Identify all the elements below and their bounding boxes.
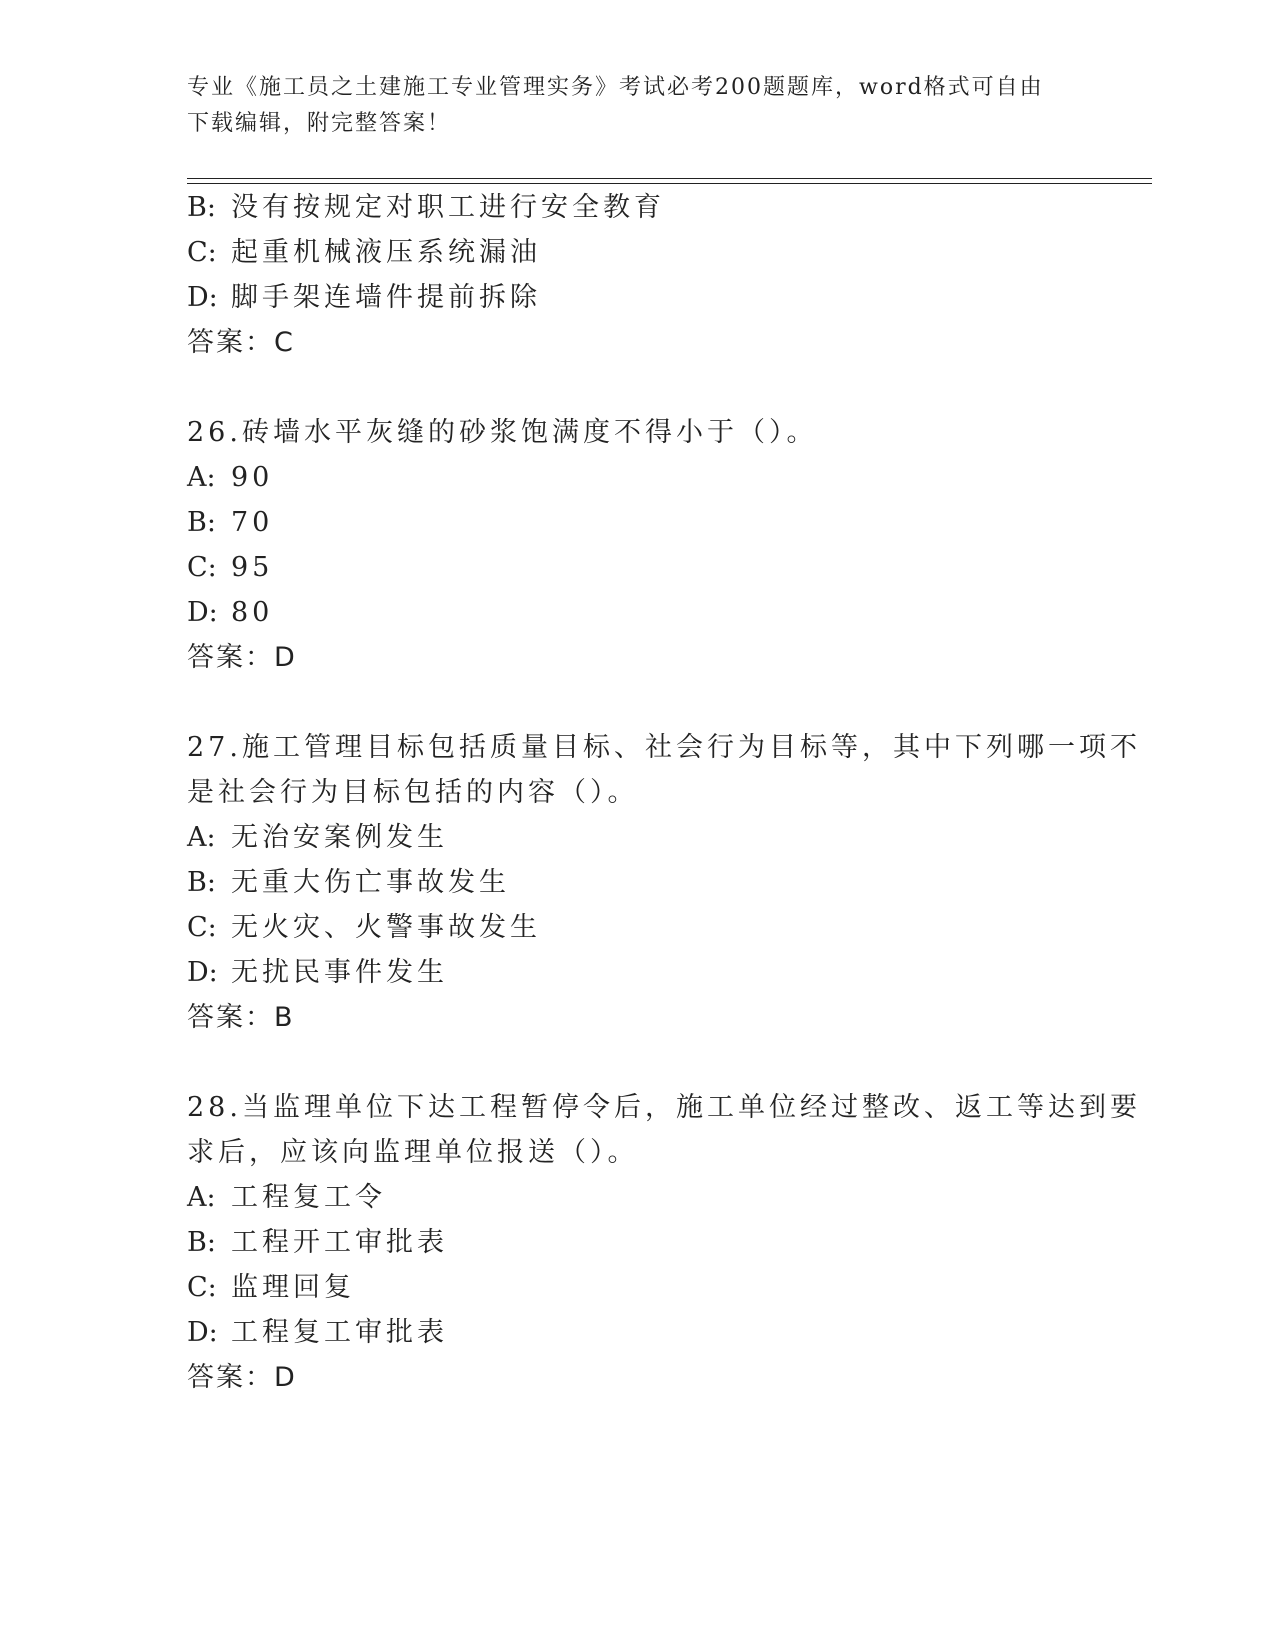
answer-line: 答案：B <box>187 1002 295 1033</box>
header-divider-bottom <box>187 183 1152 184</box>
option-letter: A: <box>187 1182 216 1213</box>
option-text: 无重大伤亡事故发生 <box>231 867 510 898</box>
question-27-stem-line-1: 27.施工管理目标包括质量目标、社会行为目标等，其中下列哪一项不 <box>187 732 1141 763</box>
option-text: 工程开工审批表 <box>231 1227 448 1258</box>
option-a-row <box>187 458 273 498</box>
header-line-1: 专业《施工员之土建施工专业管理实务》考试必考200题题库，word格式可自由 <box>187 75 1044 100</box>
option-c-row <box>187 233 541 273</box>
option-text: 70 <box>231 507 274 538</box>
option-letter: D: <box>187 282 218 313</box>
option-b-row <box>187 188 665 228</box>
answer-line: 答案：D <box>187 642 297 673</box>
option-letter: C: <box>187 1272 217 1303</box>
option-text: 90 <box>231 462 274 493</box>
option-text: 无火灾、火警事故发生 <box>231 912 541 943</box>
question-28-stem-line-2: 求后，应该向监理单位报送（）。 <box>187 1137 639 1168</box>
option-c-row <box>187 908 541 948</box>
option-text: 起重机械液压系统漏油 <box>231 237 541 268</box>
option-d-row <box>187 1313 448 1353</box>
option-letter: C: <box>187 552 217 583</box>
option-text: 工程复工审批表 <box>231 1317 448 1348</box>
option-text: 监理回复 <box>231 1272 355 1303</box>
option-letter: D: <box>187 957 218 988</box>
option-letter: A: <box>187 822 216 853</box>
option-text: 无扰民事件发生 <box>231 957 448 988</box>
option-letter: C: <box>187 237 217 268</box>
option-text: 无治安案例发生 <box>231 822 448 853</box>
option-b-row <box>187 1223 448 1263</box>
option-text: 工程复工令 <box>231 1182 386 1213</box>
option-b-row <box>187 503 273 543</box>
option-letter: D: <box>187 1317 218 1348</box>
option-d-row <box>187 593 273 633</box>
header-line-2: 下载编辑，附完整答案！ <box>187 111 452 136</box>
option-letter: B: <box>187 867 216 898</box>
option-a-row <box>187 1178 386 1218</box>
option-b-row <box>187 863 510 903</box>
answer-line: 答案：D <box>187 1362 297 1393</box>
option-letter: D: <box>187 597 218 628</box>
option-d-row <box>187 278 541 318</box>
option-letter: B: <box>187 192 216 223</box>
option-c-row <box>187 1268 355 1308</box>
option-text: 没有按规定对职工进行安全教育 <box>231 192 665 223</box>
option-letter: C: <box>187 912 217 943</box>
question-28-stem-line-1: 28.当监理单位下达工程暂停令后，施工单位经过整改、返工等达到要 <box>187 1092 1141 1123</box>
question-27-stem-line-2: 是社会行为目标包括的内容（）。 <box>187 777 639 808</box>
option-d-row <box>187 953 448 993</box>
option-text: 脚手架连墙件提前拆除 <box>231 282 541 313</box>
option-letter: A: <box>187 462 216 493</box>
option-letter: B: <box>187 507 216 538</box>
question-26-stem: 26.砖墙水平灰缝的砂浆饱满度不得小于（）。 <box>187 417 818 448</box>
option-c-row <box>187 548 273 588</box>
option-letter: B: <box>187 1227 216 1258</box>
header-divider-top <box>187 178 1152 179</box>
answer-line: 答案：C <box>187 327 295 358</box>
option-text: 80 <box>231 597 274 628</box>
document-header <box>187 70 1087 142</box>
option-text: 95 <box>231 552 274 583</box>
option-a-row <box>187 818 448 858</box>
